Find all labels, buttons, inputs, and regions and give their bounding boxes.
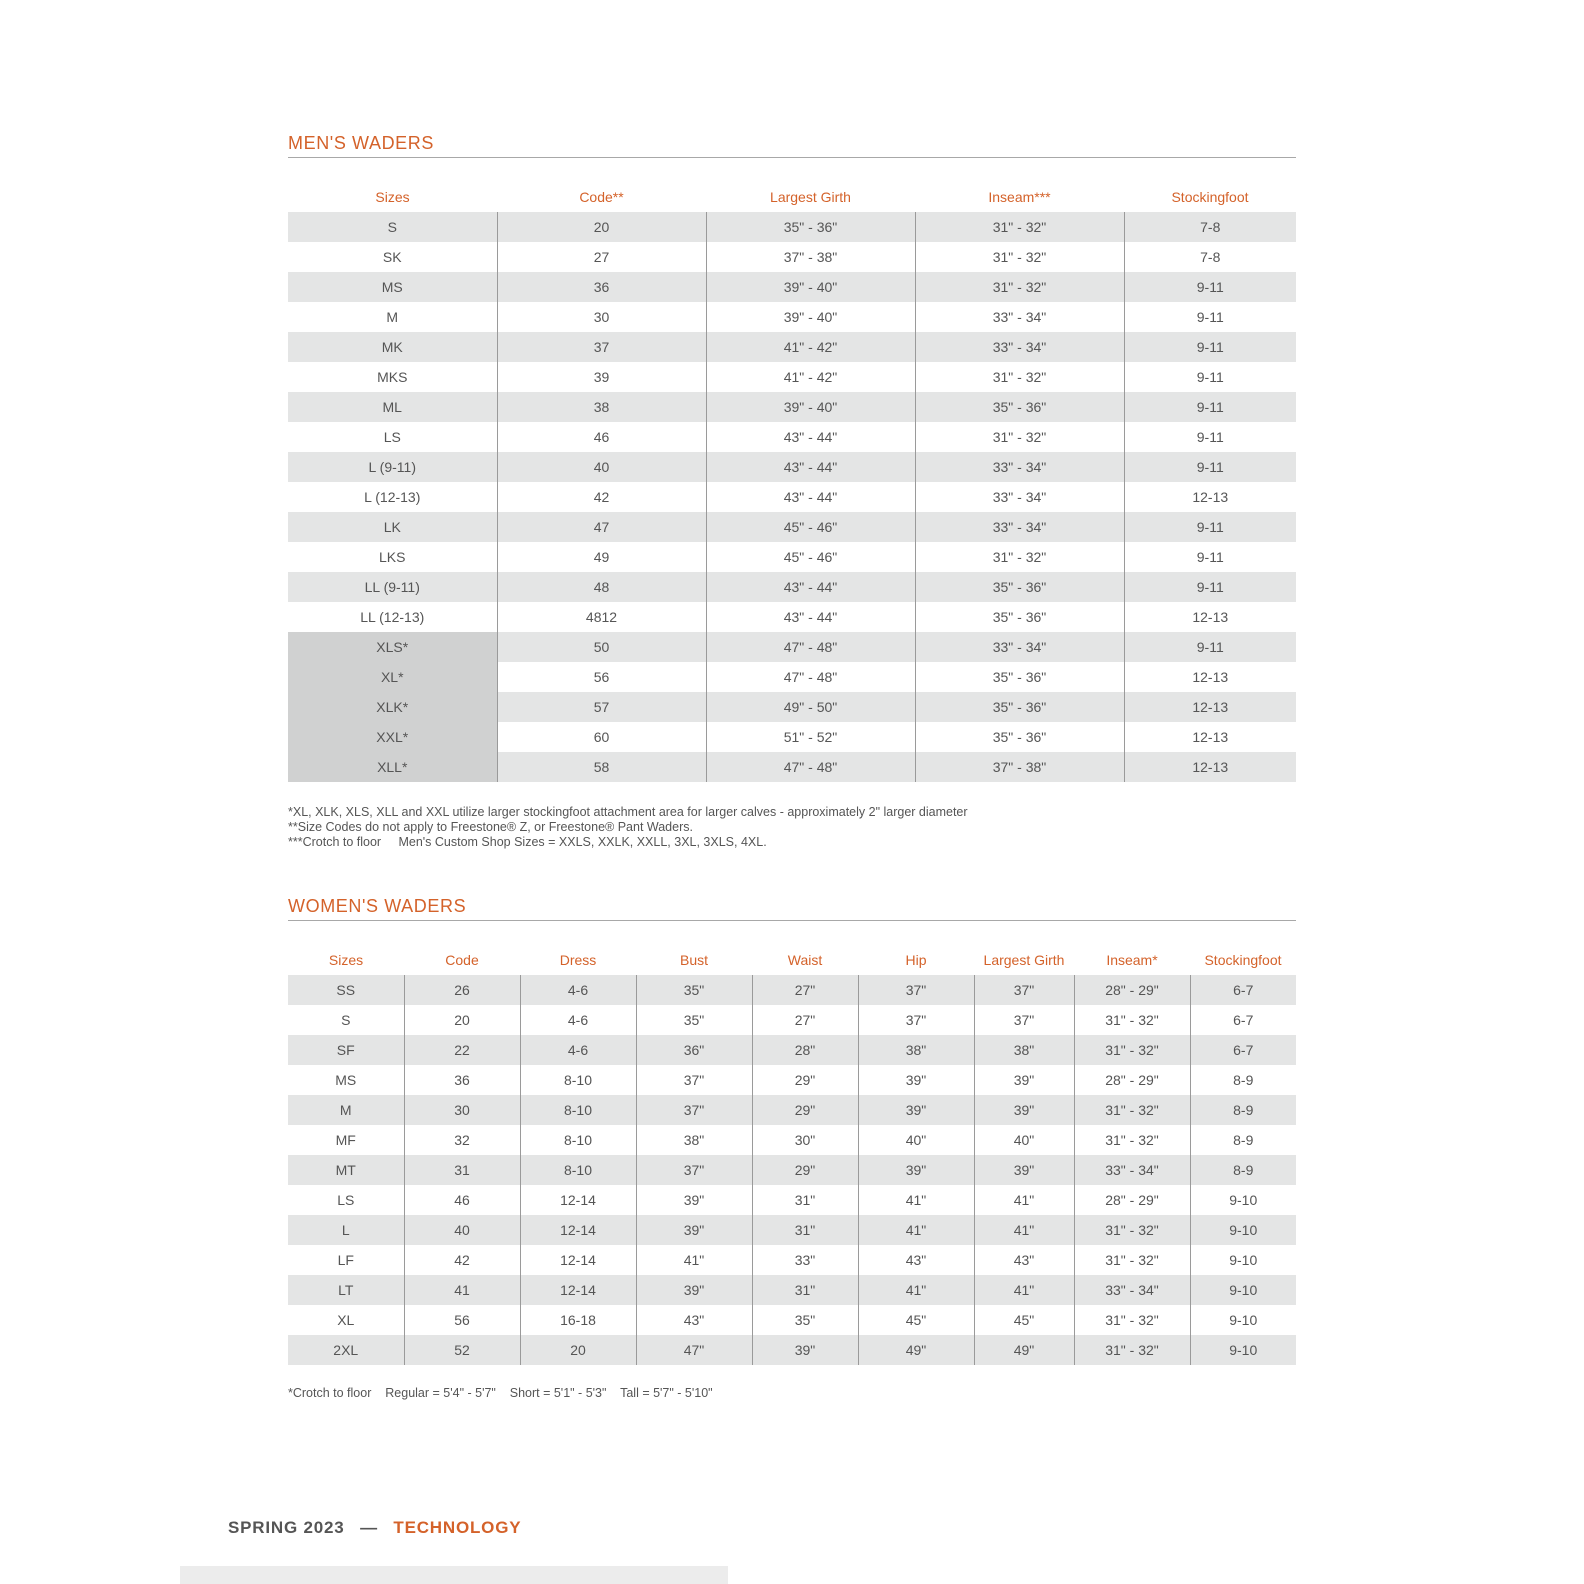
table-cell: 8-10 — [520, 1155, 636, 1185]
table-cell: 35" — [636, 975, 752, 1005]
table-row — [288, 272, 1296, 302]
size-cell: LT — [288, 1275, 404, 1305]
table-cell: 6-7 — [1190, 1005, 1296, 1035]
table-cell: 47" - 48" — [706, 632, 915, 662]
table-cell: 42 — [404, 1245, 520, 1275]
table-cell: 39" — [858, 1155, 974, 1185]
table-cell: 41 — [404, 1275, 520, 1305]
footer-section: TECHNOLOGY — [393, 1518, 522, 1537]
table-cell: 16-18 — [520, 1305, 636, 1335]
table-cell: 7-8 — [1124, 242, 1296, 272]
size-cell: XL — [337, 1312, 355, 1328]
table-cell: 31" — [752, 1185, 858, 1215]
table-cell: 35" - 36" — [915, 602, 1124, 632]
table-cell: 9-11 — [1124, 422, 1296, 452]
table-cell: 9-11 — [1124, 452, 1296, 482]
table-cell: 8-9 — [1190, 1095, 1296, 1125]
table-cell: 12-13 — [1124, 662, 1296, 692]
table-cell: 33" - 34" — [915, 332, 1124, 362]
table-cell: 47" - 48" — [706, 752, 915, 782]
table-cell: 57 — [497, 692, 706, 722]
table-cell: 12-13 — [1124, 752, 1296, 782]
size-cell: LKS — [379, 549, 406, 565]
table-cell: 9-10 — [1190, 1185, 1296, 1215]
table-cell: 40" — [974, 1125, 1074, 1155]
table-cell: 30 — [404, 1095, 520, 1125]
table-cell: 9-10 — [1190, 1215, 1296, 1245]
table-cell: 6-7 — [1190, 975, 1296, 1005]
table-cell: 33" - 34" — [915, 482, 1124, 512]
table-cell: 46 — [404, 1185, 520, 1215]
footnote: ***Crotch to floor Men's Custom Shop Sizes = XXLS, XXLK, XXLL, 3XL, 3XLS, 4XL. — [288, 835, 767, 849]
table-cell: 49 — [497, 542, 706, 572]
table-cell: 43" - 44" — [706, 572, 915, 602]
column-header: Dress — [559, 952, 597, 968]
table-cell: 20 — [520, 1335, 636, 1365]
table-cell: 37" — [636, 1155, 752, 1185]
size-cell: M — [386, 309, 399, 325]
footnote: *Crotch to floor Regular = 5'4" - 5'7" Short = 5'1" - 5'3" Tall = 5'7" - 5'10" — [288, 1386, 713, 1400]
table-cell: 31" — [752, 1275, 858, 1305]
page-footer — [228, 1518, 521, 1538]
table-row — [288, 242, 1296, 272]
table-cell: 40 — [497, 452, 706, 482]
table-cell: 56 — [497, 662, 706, 692]
mens-title-rule — [288, 157, 1296, 158]
table-cell: 46 — [497, 422, 706, 452]
size-cell: XL* — [288, 662, 497, 692]
table-cell: 27" — [752, 975, 858, 1005]
table-cell: 9-11 — [1124, 302, 1296, 332]
column-header: Stockingfoot — [1171, 189, 1249, 205]
table-cell: 31" - 32" — [915, 212, 1124, 242]
table-cell: 4-6 — [520, 1005, 636, 1035]
table-cell: 41" — [974, 1185, 1074, 1215]
table-cell: 9-11 — [1124, 512, 1296, 542]
table-cell: 4-6 — [520, 1035, 636, 1065]
table-cell: 28" - 29" — [1074, 1185, 1190, 1215]
table-row — [288, 1155, 1296, 1185]
table-cell: 43" - 44" — [706, 452, 915, 482]
table-cell: 29" — [752, 1065, 858, 1095]
table-cell: 47 — [497, 512, 706, 542]
table-cell: 45" — [858, 1305, 974, 1335]
table-row — [288, 1065, 1296, 1095]
table-cell: 4-6 — [520, 975, 636, 1005]
table-cell: 37" — [974, 975, 1074, 1005]
column-header: Sizes — [375, 189, 410, 205]
column-header: Sizes — [328, 952, 364, 968]
table-cell: 28" - 29" — [1074, 1065, 1190, 1095]
size-cell: LL (12-13) — [360, 609, 425, 625]
table-row — [288, 1125, 1296, 1155]
size-cell: LK — [288, 512, 497, 542]
table-cell: 41" — [636, 1245, 752, 1275]
table-cell: 31" - 32" — [915, 272, 1124, 302]
bottom-bar — [180, 1566, 728, 1584]
table-cell: 38" — [858, 1035, 974, 1065]
table-cell: 35" - 36" — [915, 392, 1124, 422]
table-cell: 58 — [497, 752, 706, 782]
table-cell: 35" — [636, 1005, 752, 1035]
table-cell: 39" - 40" — [706, 392, 915, 422]
table-cell: 40" — [858, 1125, 974, 1155]
table-cell: 36 — [497, 272, 706, 302]
table-cell: 30" — [752, 1125, 858, 1155]
column-header: Bust — [679, 952, 708, 968]
table-row — [288, 1335, 1296, 1365]
size-cell: MF — [335, 1132, 356, 1148]
table-cell: 12-13 — [1124, 482, 1296, 512]
table-cell: 8-10 — [520, 1125, 636, 1155]
table-cell: 49" - 50" — [706, 692, 915, 722]
table-cell: 20 — [497, 212, 706, 242]
table-cell: 41" — [858, 1215, 974, 1245]
table-cell: 9-10 — [1190, 1245, 1296, 1275]
table-row — [288, 632, 1296, 662]
table-row — [288, 1185, 1296, 1215]
table-row — [288, 212, 1296, 242]
table-cell: 41" — [858, 1275, 974, 1305]
table-cell: 9-11 — [1124, 572, 1296, 602]
size-cell: LL (9-11) — [288, 572, 497, 602]
table-cell: 43" - 44" — [706, 482, 915, 512]
table-cell: 9-11 — [1124, 332, 1296, 362]
table-cell: 50 — [497, 632, 706, 662]
column-header: Stockingfoot — [1204, 952, 1282, 968]
table-cell: 39" — [858, 1095, 974, 1125]
table-cell: 52 — [404, 1335, 520, 1365]
table-cell: 45" - 46" — [706, 512, 915, 542]
mens-waders-title: MEN'S WADERS — [288, 133, 434, 153]
size-cell: MT — [288, 1155, 404, 1185]
size-cell: MK — [288, 332, 497, 362]
table-cell: 29" — [752, 1095, 858, 1125]
table-cell: 12-13 — [1124, 602, 1296, 632]
table-row — [288, 332, 1296, 362]
table-row — [288, 752, 1296, 782]
table-cell: 36 — [404, 1065, 520, 1095]
column-header: Largest Girth — [770, 189, 851, 205]
table-cell: 31" - 32" — [915, 362, 1124, 392]
table-row — [288, 1215, 1296, 1245]
table-cell: 9-11 — [1124, 632, 1296, 662]
size-cell: MS — [335, 1072, 357, 1088]
table-row — [288, 1245, 1296, 1275]
table-row — [288, 422, 1296, 452]
table-row — [288, 512, 1296, 542]
table-cell: 9-10 — [1190, 1275, 1296, 1305]
table-cell: 38" — [636, 1125, 752, 1155]
table-cell: 45" — [974, 1305, 1074, 1335]
womens-waders-title: WOMEN'S WADERS — [288, 896, 467, 916]
table-cell: 37" — [974, 1005, 1074, 1035]
table-cell: 37" - 38" — [915, 752, 1124, 782]
table-cell: 9-11 — [1124, 392, 1296, 422]
footnote: **Size Codes do not apply to Freestone® Z, or Freestone® Pant Waders. — [288, 820, 693, 834]
table-header-row — [288, 182, 1296, 212]
table-row — [288, 975, 1296, 1005]
footer-season: SPRING 2023 — [228, 1518, 345, 1537]
table-cell: 33" - 34" — [1074, 1155, 1190, 1185]
table-row — [288, 1005, 1296, 1035]
table-cell: 26 — [404, 975, 520, 1005]
table-row — [288, 452, 1296, 482]
size-cell: XXL* — [288, 722, 497, 752]
table-cell: 33" - 34" — [915, 632, 1124, 662]
table-cell: 33" - 34" — [915, 512, 1124, 542]
column-header: Hip — [905, 952, 927, 968]
table-cell: 43" — [858, 1245, 974, 1275]
table-cell: 31 — [404, 1155, 520, 1185]
size-cell: SS — [288, 975, 404, 1005]
footer-separator: — — [360, 1518, 378, 1537]
table-cell: 33" - 34" — [915, 302, 1124, 332]
table-cell: 31" - 32" — [1074, 1005, 1190, 1035]
table-cell: 35" - 36" — [706, 212, 915, 242]
table-cell: 27" — [752, 1005, 858, 1035]
table-cell: 37 — [497, 332, 706, 362]
size-cell: SF — [288, 1035, 404, 1065]
size-cell: S — [341, 1012, 351, 1028]
table-cell: 40 — [404, 1215, 520, 1245]
table-cell: 47" — [636, 1335, 752, 1365]
table-cell: 31" - 32" — [1074, 1335, 1190, 1365]
table-cell: 8-10 — [520, 1095, 636, 1125]
mens-footnotes — [288, 805, 968, 850]
size-cell: ML — [288, 392, 497, 422]
table-cell: 35" — [752, 1305, 858, 1335]
table-cell: 31" - 32" — [915, 242, 1124, 272]
table-cell: 31" - 32" — [1074, 1215, 1190, 1245]
table-cell: 41" — [858, 1185, 974, 1215]
table-cell: 60 — [497, 722, 706, 752]
table-cell: 39" — [974, 1095, 1074, 1125]
table-cell: 12-14 — [520, 1245, 636, 1275]
table-cell: 39" — [636, 1215, 752, 1245]
table-cell: 7-8 — [1124, 212, 1296, 242]
table-row — [288, 302, 1296, 332]
table-cell: 12-14 — [520, 1215, 636, 1245]
size-cell: M — [288, 1095, 404, 1125]
table-cell: 38 — [497, 392, 706, 422]
column-header: Code** — [579, 189, 624, 205]
table-cell: 8-10 — [520, 1065, 636, 1095]
table-cell: 41" — [974, 1275, 1074, 1305]
table-cell: 33" - 34" — [915, 452, 1124, 482]
table-cell: 9-10 — [1190, 1335, 1296, 1365]
size-cell: S — [288, 212, 497, 242]
womens-footnotes — [288, 1386, 713, 1401]
table-cell: 22 — [404, 1035, 520, 1065]
table-cell: 35" - 36" — [915, 662, 1124, 692]
table-cell: 9-11 — [1124, 362, 1296, 392]
table-cell: 8-9 — [1190, 1125, 1296, 1155]
table-cell: 39" — [752, 1335, 858, 1365]
table-cell: 42 — [497, 482, 706, 512]
table-cell: 39" — [636, 1185, 752, 1215]
table-row — [288, 722, 1296, 752]
table-cell: 12-14 — [520, 1185, 636, 1215]
table-cell: 39" - 40" — [706, 272, 915, 302]
table-cell: 33" - 34" — [1074, 1275, 1190, 1305]
table-row — [288, 572, 1296, 602]
table-cell: 27 — [497, 242, 706, 272]
womens-size-table — [288, 945, 1296, 1365]
table-cell: 37" — [858, 975, 974, 1005]
table-row — [288, 362, 1296, 392]
table-cell: 39" - 40" — [706, 302, 915, 332]
table-cell: 39" — [858, 1065, 974, 1095]
size-cell: LF — [337, 1252, 354, 1268]
table-cell: 31" - 32" — [1074, 1305, 1190, 1335]
table-cell: 45" - 46" — [706, 542, 915, 572]
table-header-row — [288, 945, 1296, 975]
table-cell: 31" — [752, 1215, 858, 1245]
womens-title-rule — [288, 920, 1296, 921]
column-header: Largest Girth — [983, 952, 1065, 968]
table-cell: 28" — [752, 1035, 858, 1065]
table-cell: 47" - 48" — [706, 662, 915, 692]
table-row — [288, 542, 1296, 572]
column-header: Code — [445, 952, 479, 968]
size-cell: SK — [382, 249, 402, 265]
table-row — [288, 392, 1296, 422]
size-cell: L (12-13) — [364, 489, 421, 505]
table-cell: 31" - 32" — [915, 422, 1124, 452]
table-cell: 28" - 29" — [1074, 975, 1190, 1005]
table-cell: 31" - 32" — [915, 542, 1124, 572]
size-cell: LS — [383, 429, 401, 445]
table-row — [288, 602, 1296, 632]
table-cell: 8-9 — [1190, 1065, 1296, 1095]
table-cell: 43" — [636, 1305, 752, 1335]
table-cell: 43" - 44" — [706, 602, 915, 632]
size-cell: XLS* — [288, 632, 497, 662]
table-cell: 35" - 36" — [915, 692, 1124, 722]
table-cell: 39 — [497, 362, 706, 392]
table-cell: 37" — [636, 1095, 752, 1125]
table-cell: 35" - 36" — [915, 572, 1124, 602]
table-row — [288, 1305, 1296, 1335]
table-cell: 48 — [497, 572, 706, 602]
table-cell: 31" - 32" — [1074, 1035, 1190, 1065]
table-cell: 9-11 — [1124, 272, 1296, 302]
size-cell: MKS — [377, 369, 408, 385]
mens-size-table — [288, 182, 1296, 782]
table-row — [288, 482, 1296, 512]
table-row — [288, 1275, 1296, 1305]
table-cell: 43" - 44" — [706, 422, 915, 452]
table-cell: 4812 — [497, 602, 706, 632]
table-row — [288, 1035, 1296, 1065]
table-cell: 12-13 — [1124, 692, 1296, 722]
table-cell: 39" — [636, 1275, 752, 1305]
table-cell: 29" — [752, 1155, 858, 1185]
size-cell: LS — [337, 1192, 355, 1208]
size-cell: L — [288, 1215, 404, 1245]
table-cell: 33" — [752, 1245, 858, 1275]
table-cell: 36" — [636, 1035, 752, 1065]
size-cell: XLL* — [288, 752, 497, 782]
size-cell: 2XL — [288, 1335, 404, 1365]
column-header: Waist — [787, 952, 823, 968]
table-cell: 12-13 — [1124, 722, 1296, 752]
column-header: Inseam* — [1106, 952, 1158, 968]
size-cell: MS — [288, 272, 497, 302]
table-cell: 41" - 42" — [706, 332, 915, 362]
table-cell: 31" - 32" — [1074, 1245, 1190, 1275]
table-cell: 43" — [974, 1245, 1074, 1275]
table-cell: 39" — [974, 1155, 1074, 1185]
table-cell: 51" - 52" — [706, 722, 915, 752]
footnote: *XL, XLK, XLS, XLL and XXL utilize larger stockingfoot attachment area for larger calves - approximately 2" larger diameter — [288, 805, 968, 819]
table-cell: 41" — [974, 1215, 1074, 1245]
table-cell: 12-14 — [520, 1275, 636, 1305]
table-cell: 30 — [497, 302, 706, 332]
table-cell: 41" - 42" — [706, 362, 915, 392]
table-cell: 37" — [636, 1065, 752, 1095]
table-cell: 32 — [404, 1125, 520, 1155]
table-cell: 35" - 36" — [915, 722, 1124, 752]
table-cell: 8-9 — [1190, 1155, 1296, 1185]
table-cell: 9-10 — [1190, 1305, 1296, 1335]
table-cell: 49" — [974, 1335, 1074, 1365]
table-cell: 49" — [858, 1335, 974, 1365]
table-cell: 37" — [858, 1005, 974, 1035]
table-cell: 38" — [974, 1035, 1074, 1065]
table-cell: 37" - 38" — [706, 242, 915, 272]
size-cell: L (9-11) — [288, 452, 497, 482]
column-header: Inseam*** — [988, 189, 1051, 205]
table-row — [288, 1095, 1296, 1125]
table-cell: 31" - 32" — [1074, 1095, 1190, 1125]
size-cell: XLK* — [288, 692, 497, 722]
table-cell: 6-7 — [1190, 1035, 1296, 1065]
table-cell: 31" - 32" — [1074, 1125, 1190, 1155]
table-cell: 39" — [974, 1065, 1074, 1095]
table-cell: 20 — [404, 1005, 520, 1035]
table-cell: 9-11 — [1124, 542, 1296, 572]
table-row — [288, 662, 1296, 692]
table-row — [288, 692, 1296, 722]
table-cell: 56 — [404, 1305, 520, 1335]
